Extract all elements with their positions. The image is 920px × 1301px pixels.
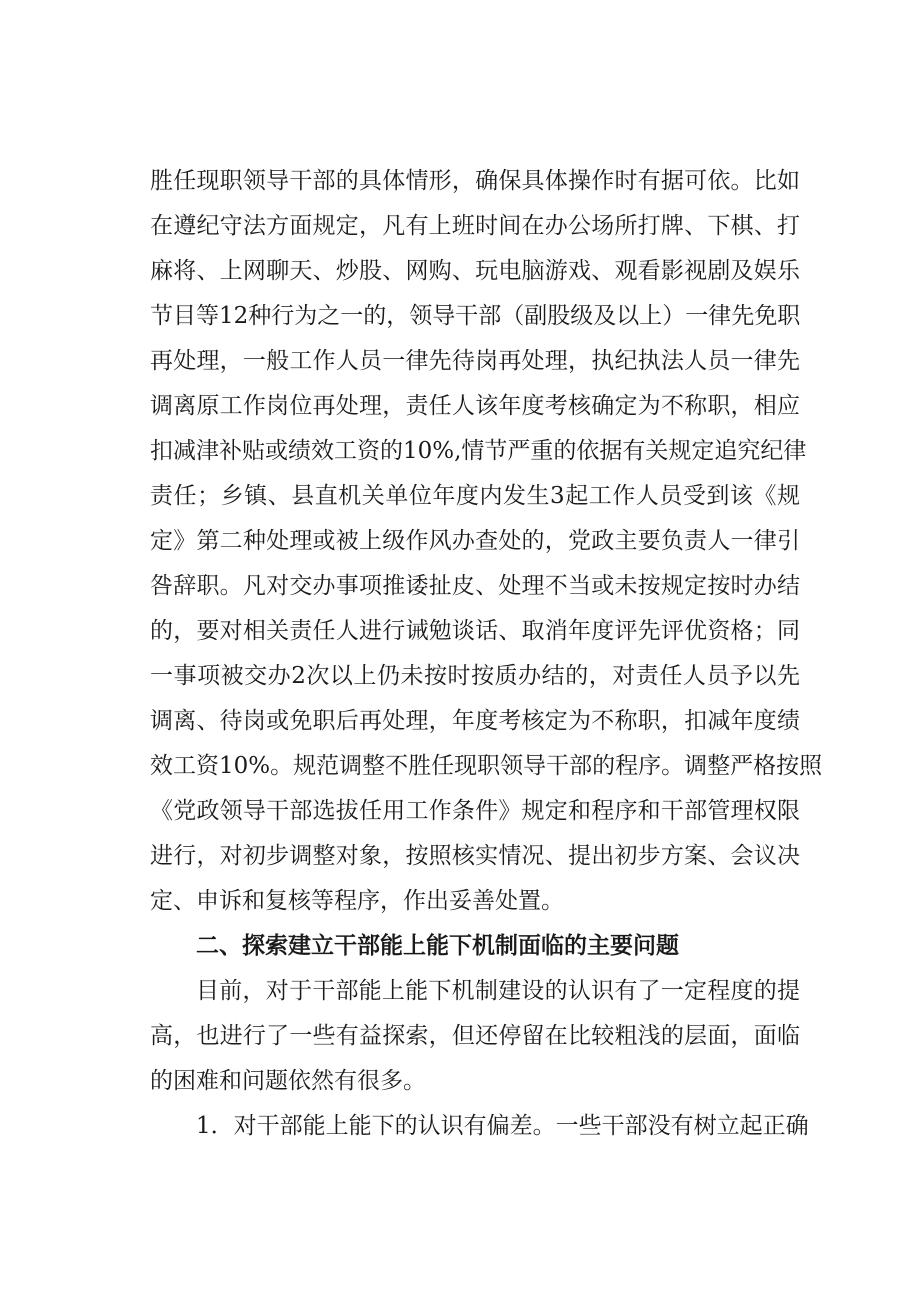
paragraph-1-line-9: 定》第二种处理或被上级作风办查处的，党政主要负责人一律引: [150, 528, 800, 554]
paragraph-1-line-11: 的，要对相关责任人进行诫勉谈话、取消年度评先评优资格；同: [150, 618, 800, 644]
paragraph-1-line-17: 定、申诉和复核等程序，作出妥善处置。: [150, 888, 564, 914]
paragraph-1-line-5: 再处理，一般工作人员一律先待岗再处理，执纪执法人员一律先: [150, 348, 800, 374]
paragraph-2-line-2: 高，也进行了一些有益探索，但还停留在比较粗浅的层面，面临: [150, 1023, 800, 1049]
paragraph-1-line-14: 效工资10%。规范调整不胜任现职领导干部的程序。调整严格按照: [150, 753, 823, 779]
paragraph-1-line-12: 一事项被交办2次以上仍未按时按质办结的，对责任人员予以先: [150, 663, 800, 689]
paragraph-2-line-1: 目前，对于干部能上能下机制建设的认识有了一定程度的提: [196, 978, 800, 1004]
paragraph-1-line-8: 责任；乡镇、县直机关单位年度内发生3起工作人员受到该《规: [150, 483, 800, 509]
paragraph-1-line-1: 胜任现职领导干部的具体情形，确保具体操作时有据可依。比如: [150, 168, 800, 194]
paragraph-1-line-16: 进行，对初步调整对象，按照核实情况、提出初步方案、会议决: [150, 843, 800, 869]
section-heading: 二、探索建立干部能上能下机制面临的主要问题: [196, 933, 679, 959]
paragraph-1-line-4: 节目等12种行为之一的，领导干部（副股级及以上）一律先免职: [150, 303, 801, 329]
paragraph-1-line-6: 调离原工作岗位再处理，责任人该年度考核确定为不称职，相应: [150, 393, 800, 419]
paragraph-1-line-15: 《党政领导干部选拔任用工作条件》规定和程序和干部管理权限: [150, 798, 800, 824]
paragraph-1-line-3: 麻将、上网聊天、炒股、网购、玩电脑游戏、观看影视剧及娱乐: [150, 258, 800, 284]
paragraph-1-line-10: 咎辞职。凡对交办事项推诿扯皮、处理不当或未按规定按时办结: [150, 573, 800, 599]
paragraph-1-line-13: 调离、待岗或免职后再处理，年度考核定为不称职，扣减年度绩: [150, 708, 800, 734]
paragraph-3-line-1: 1．对干部能上能下的认识有偏差。一些干部没有树立起正确: [196, 1113, 809, 1139]
paragraph-1-line-2: 在遵纪守法方面规定，凡有上班时间在办公场所打牌、下棋、打: [150, 213, 800, 239]
paragraph-1-line-7: 扣减津补贴或绩效工资的10%,情节严重的依据有关规定追究纪律: [150, 438, 807, 464]
paragraph-2-line-3: 的困难和问题依然有很多。: [150, 1068, 426, 1094]
